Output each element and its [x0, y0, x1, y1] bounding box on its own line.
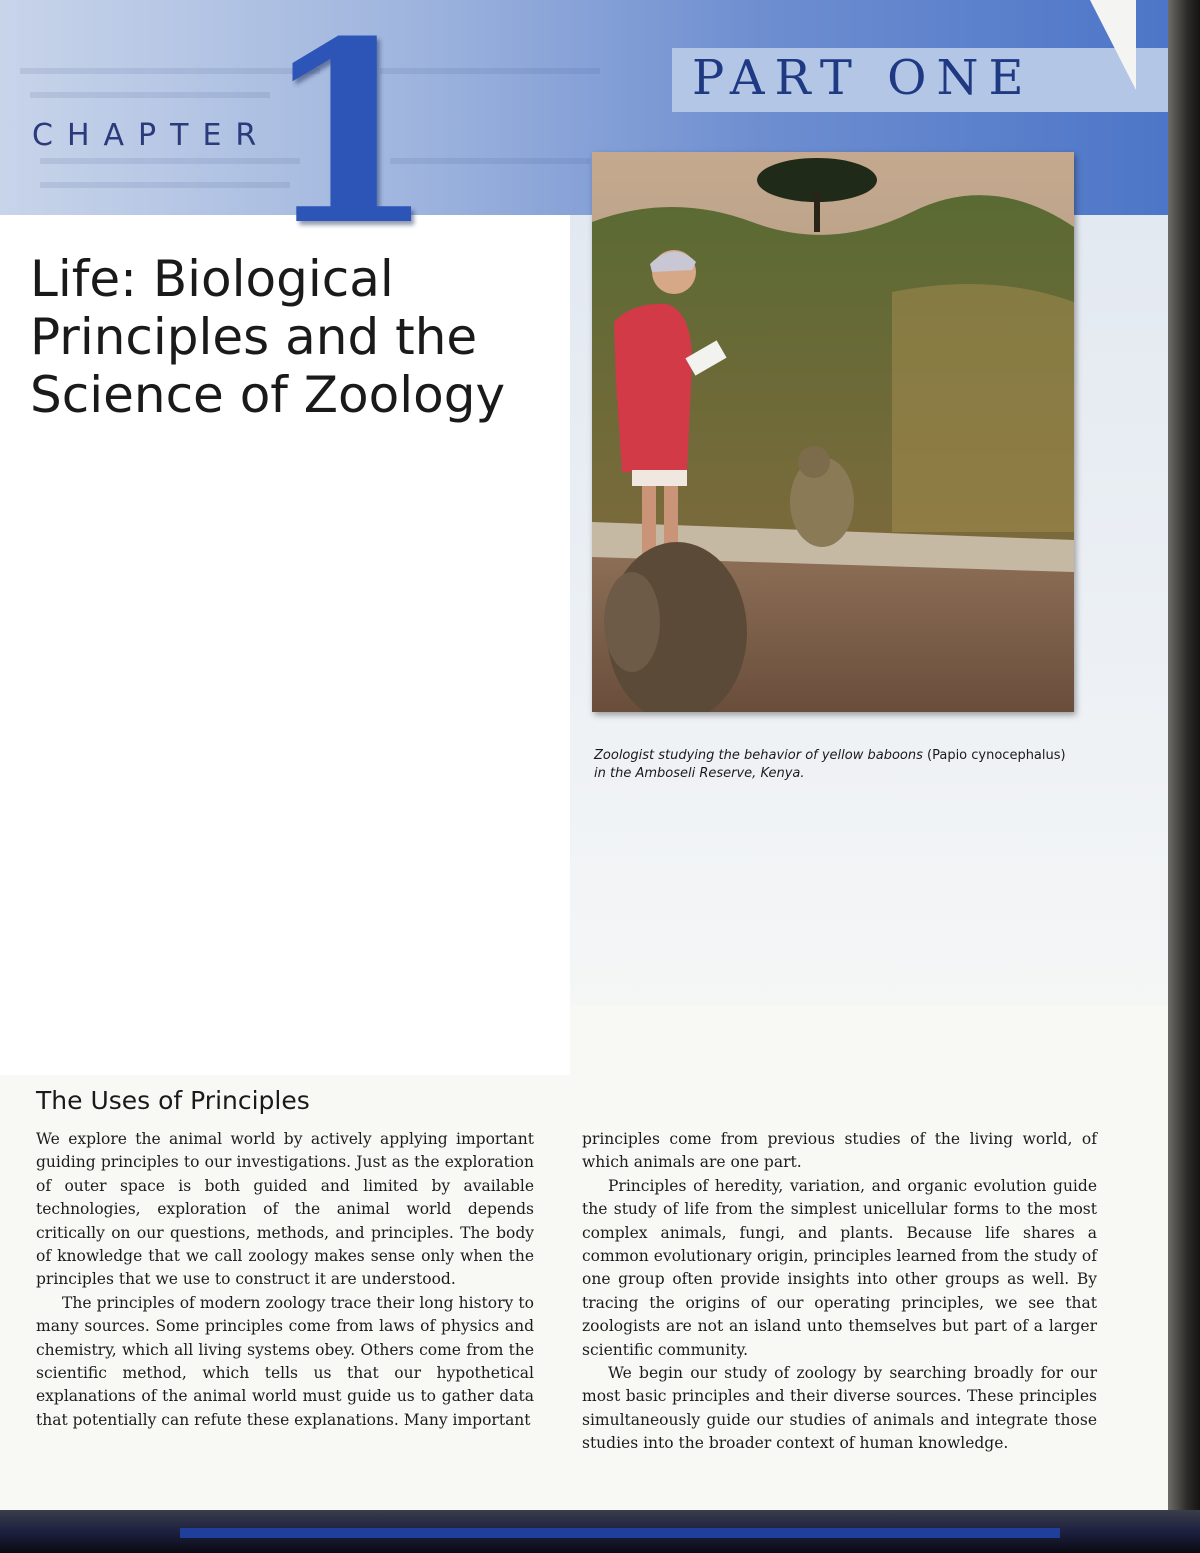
caption-location: in the Amboseli Reserve, Kenya.: [594, 766, 805, 781]
paragraph: We begin our study of zoology by searching broadly for our most basic principles and their diverse sources. These principles simultaneously guide our studies of animals and integrate those studies into the broader context of human knowledge.: [582, 1364, 1097, 1453]
show-through-line: [30, 92, 270, 98]
paragraph: principles come from previous studies of the living world, of which animals are one part.: [582, 1130, 1097, 1172]
caption-text: Zoologist studying the behavior of yellow baboons: [594, 748, 923, 763]
paragraph: The principles of modern zoology trace their long history to many sources. Some principles come from laws of physics and chemistry, which all living systems obey. Others come from the scientific method, which tells us that our hypothetical explanations of the animal world must guide us to gather data that potentially can refute these explanations. Many important: [36, 1293, 534, 1429]
part-label: PART ONE: [692, 50, 1034, 106]
next-page-edge: [180, 1528, 1060, 1538]
baboon-head: [798, 446, 830, 478]
baboon-shoulder: [604, 572, 660, 672]
text-column-left: [36, 1128, 534, 1432]
zoologist-red-shirt: [614, 304, 692, 472]
dry-grass: [892, 284, 1074, 532]
chapter-label: CHAPTER: [32, 118, 271, 153]
paragraph: We explore the animal world by actively applying important guiding principles to our investigations. Just as the exploration of outer space is both guided and limited by available technologies, exploration of the animal world depends critically on our questions, methods, and principles. The body of knowledge that we call zoology makes sense only when the principles that we use to construct it are understood.: [36, 1130, 534, 1289]
text-column-right: [582, 1128, 1097, 1456]
show-through-line: [40, 158, 300, 164]
section-heading: The Uses of Principles: [36, 1086, 310, 1115]
shorts: [632, 470, 687, 486]
caption-species: (Papio cynocephalus): [922, 748, 1066, 763]
paragraph: Principles of heredity, variation, and organic evolution guide the study of life from the simplest unicellular forms to the most complex animals, fungi, and plants. Because life shares a common evolutionary origin, principles learned from the study of one group often provide insights into other groups as well. By tracing the origins of our operating principles, we see that zoologists are not an island unto themselves but part of a larger scientific community.: [582, 1176, 1097, 1359]
book-bottom-edge: [0, 1510, 1200, 1553]
photo-caption: [594, 747, 1114, 783]
page-corner: [1090, 0, 1136, 90]
chapter-number: 1: [262, 0, 436, 280]
zoologist-baboon-photo: [592, 152, 1074, 712]
chapter-title: Life: Biological Principles and the Science of Zoology: [30, 250, 506, 424]
show-through-line: [40, 182, 290, 188]
acacia-tree-trunk: [814, 192, 820, 232]
book-spine-edge: [1168, 0, 1200, 1553]
